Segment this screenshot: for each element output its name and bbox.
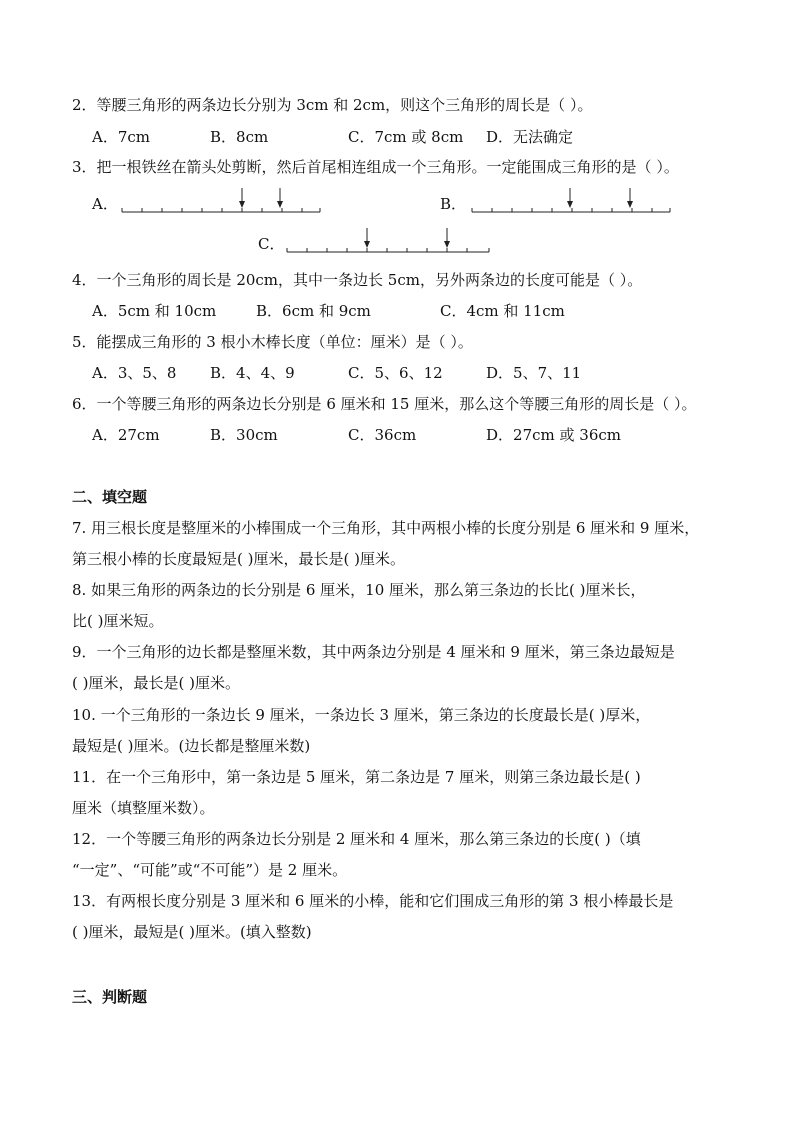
q7-line-2: 第三根小棒的长度最短是( )厘米，最长是( )厘米。	[72, 550, 405, 568]
q2-option-c: C．7cm 或 8cm	[348, 128, 464, 146]
wire-diagram-c	[285, 226, 491, 256]
wire-diagram-b	[470, 186, 672, 216]
q3-label-b: B．	[440, 195, 467, 213]
q6-option-a: A．27cm	[92, 426, 160, 444]
q11-line-2: 厘米（填整厘米数）。	[72, 799, 215, 817]
q8-line-2: 比( )厘米短。	[72, 612, 164, 630]
q7-line-1: 7. 用三根长度是整厘米的小棒围成一个三角形，其中两根小棒的长度分别是 6 厘米和 9 厘米，	[72, 519, 700, 537]
cut-arrow-icon	[627, 188, 633, 208]
cut-arrow-icon	[239, 188, 245, 208]
q5-stem: 5．能摆成三角形的 3 根小木棒长度（单位：厘米）是（ ）。	[72, 333, 473, 351]
q3-label-c: C．	[258, 235, 285, 253]
q10-line-1: 10. 一个三角形的一条边长 9 厘米，一条边长 3 厘米，第三条边的长度最长是( )厚米，	[72, 706, 651, 724]
q6-option-d: D．27cm 或 36cm	[486, 426, 621, 444]
cut-arrow-icon	[277, 188, 283, 208]
q6-option-b: B．30cm	[210, 426, 278, 444]
q13-line-1: 13．有两根长度分别是 3 厘米和 6 厘米的小棒，能和它们围成三角形的第 3 根小棒最长是	[72, 892, 674, 910]
q5-option-c: C．5、6、12	[348, 364, 443, 382]
q10-line-2: 最短是( )厘米。(边长都是整厘米数)	[72, 737, 311, 755]
q4-option-a: A．5cm 和 10cm	[92, 302, 217, 320]
wire-diagram-a	[120, 186, 322, 216]
q5-option-b: B．4、4、9	[210, 364, 295, 382]
q2-stem: 2．等腰三角形的两条边长分别为 3cm 和 2cm，则这个三角形的周长是（ ）。	[72, 96, 593, 114]
q8-line-1: 8. 如果三角形的两条边的长分别是 6 厘米，10 厘米，那么第三条边的长比( )厘米长，	[72, 581, 646, 599]
section-title-fill-in: 二、填空题	[72, 488, 148, 506]
q5-option-d: D．5、7、11	[486, 364, 582, 382]
q2-option-a: A．7cm	[92, 128, 151, 146]
cut-arrow-icon	[364, 228, 370, 248]
q5-option-a: A．3、5、8	[92, 364, 177, 382]
q6-option-c: C．36cm	[348, 426, 417, 444]
q9-line-2: ( )厘米，最长是( )厘米。	[72, 674, 240, 692]
q12-line-2: “一定”、“可能”或“不可能”）是 2 厘米。	[72, 861, 348, 879]
q6-stem: 6．一个等腰三角形的两条边长分别是 6 厘米和 15 厘米，那么这个等腰三角形的周长是（ ）。	[72, 395, 697, 413]
q2-option-d: D．无法确定	[486, 128, 574, 146]
q12-line-1: 12．一个等腰三角形的两条边长分别是 2 厘米和 4 厘米，那么第三条边的长度( )（填	[72, 830, 641, 848]
q4-option-c: C．4cm 和 11cm	[440, 302, 565, 320]
q9-line-1: 9．一个三角形的边长都是整厘米数，其中两条边分别是 4 厘米和 9 厘米，第三条边最短是	[72, 643, 675, 661]
section-title-true-false: 三、判断题	[72, 988, 148, 1006]
q2-option-b: B．8cm	[210, 128, 269, 146]
q3-stem: 3．把一根铁丝在箭头处剪断，然后首尾相连组成一个三角形。一定能围成三角形的是（ ）。	[72, 158, 679, 176]
q11-line-1: 11．在一个三角形中，第一条边是 5 厘米，第二条边是 7 厘米，则第三条边最长是( )	[72, 768, 641, 786]
cut-arrow-icon	[567, 188, 573, 208]
q3-label-a: A．	[92, 195, 118, 213]
cut-arrow-icon	[444, 228, 450, 248]
q4-option-b: B．6cm 和 9cm	[256, 302, 371, 320]
q4-stem: 4．一个三角形的周长是 20cm，其中一条边长 5cm，另外两条边的长度可能是（ ）。	[72, 271, 643, 289]
q13-line-2: ( )厘米，最短是( )厘米。(填入整数)	[72, 923, 312, 941]
